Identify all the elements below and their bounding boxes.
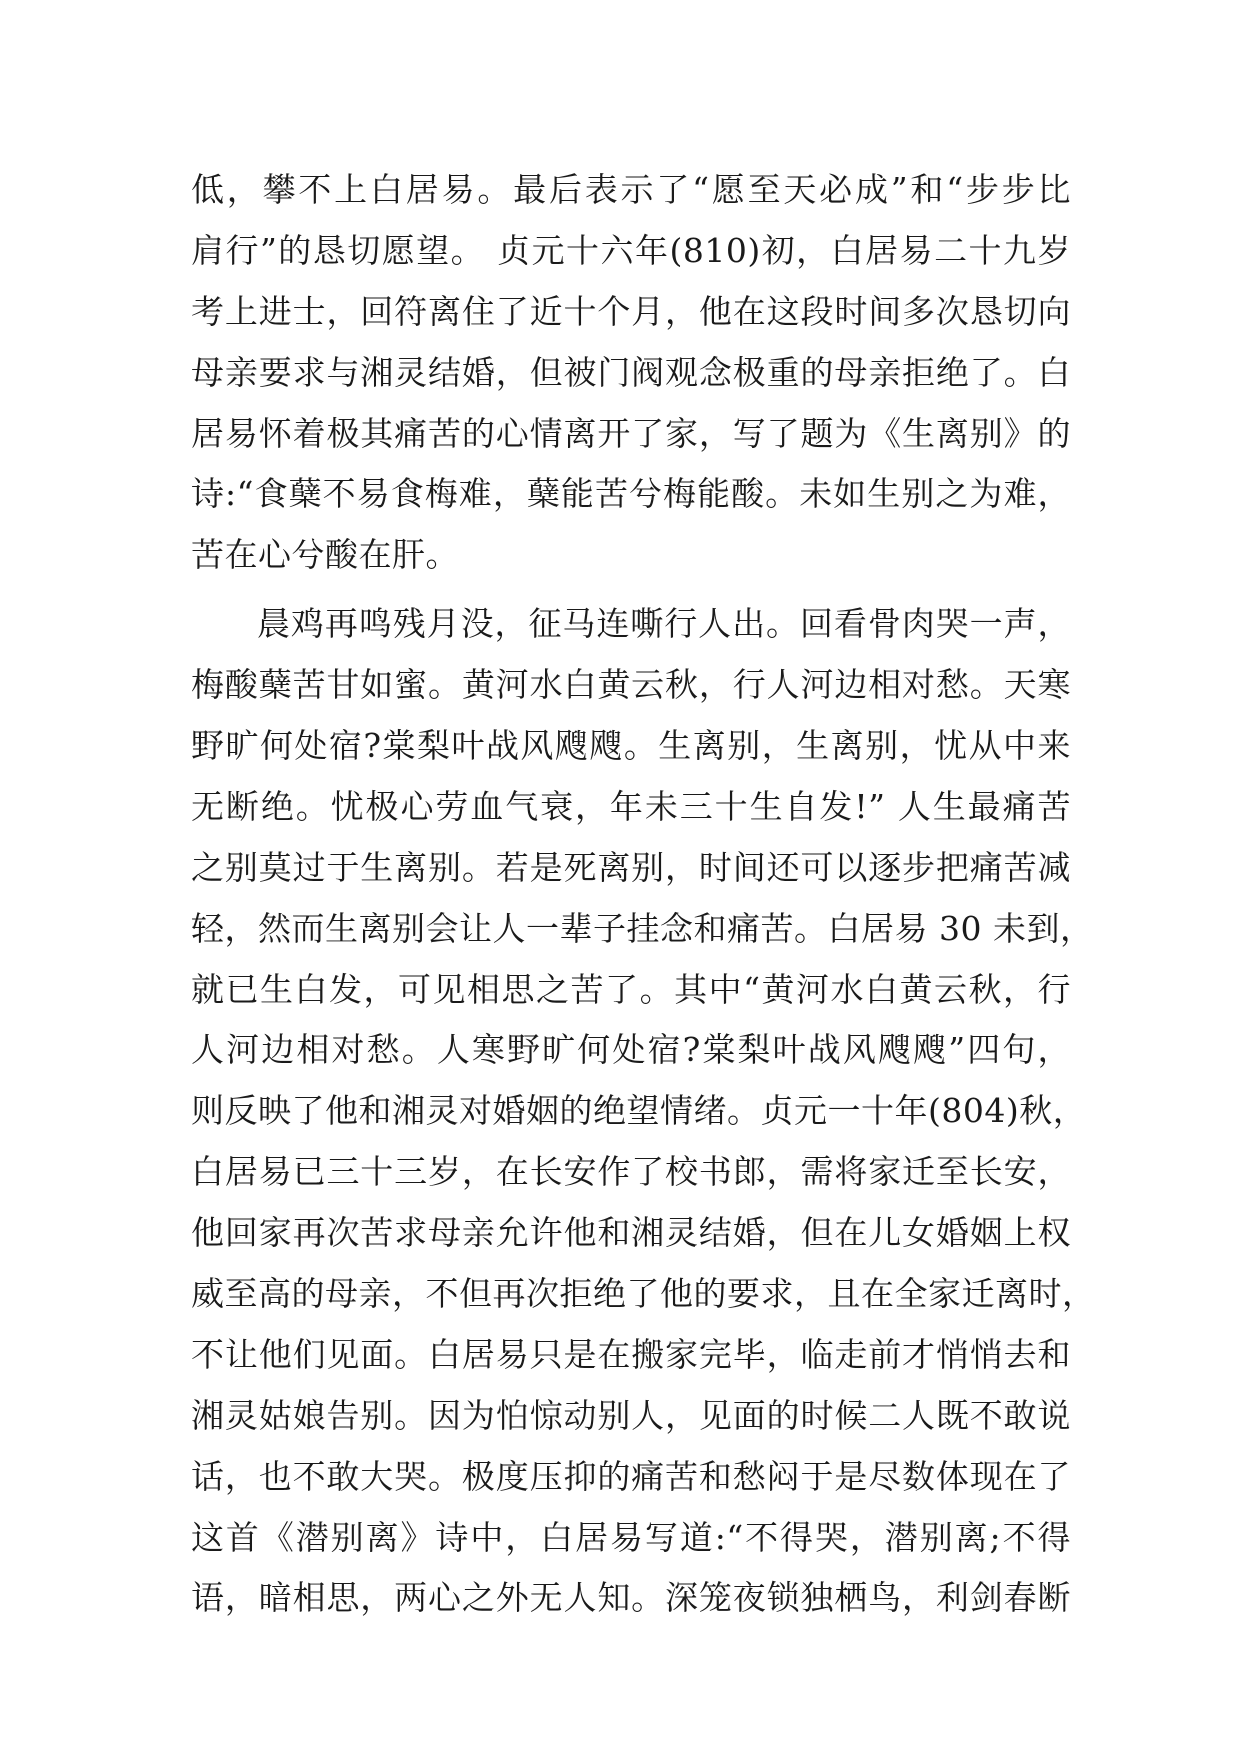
text-line: 梅酸蘖苦甘如蜜。黄河水白黄云秋，行人河边相对愁。天寒 bbox=[191, 665, 1071, 705]
text-line: 晨鸡再鸣残月没，征马连嘶行人出。回看骨肉哭一声， bbox=[257, 604, 1071, 644]
text-line: 不让他们见面。白居易只是在搬家完毕，临走前才悄悄去和 bbox=[191, 1334, 1071, 1374]
text-line: 苦在心兮酸在肝。 bbox=[191, 535, 459, 575]
text-line: 他回家再次苦求母亲允许他和湘灵结婚，但在儿女婚姻上权 bbox=[191, 1213, 1071, 1253]
text-line: 湘灵姑娘告别。因为怕惊动别人，见面的时候二人既不敢说 bbox=[191, 1395, 1071, 1435]
text-line: 居易怀着极其痛苦的心情离开了家，写了题为《生离别》的 bbox=[191, 413, 1071, 453]
text-line: 无断绝。忧极心劳血气衰，年未三十生自发!” 人生最痛苦 bbox=[191, 786, 1071, 826]
text-line: 话，也不敢大哭。极度压抑的痛苦和愁闷于是尽数体现在了 bbox=[191, 1456, 1071, 1496]
text-line: 之别莫过于生离别。若是死离别，时间还可以逐步把痛苦减 bbox=[191, 847, 1071, 887]
text-line: 就已生白发，可见相思之苦了。其中“黄河水白黄云秋，行 bbox=[191, 969, 1071, 1009]
text-line: 低，攀不上白居易。最后表示了“愿至天必成”和“步步比 bbox=[191, 170, 1071, 209]
text-line: 白居易已三十三岁，在长安作了校书郎，需将家迁至长安， bbox=[191, 1152, 1071, 1192]
text-line: 则反映了他和湘灵对婚姻的绝望情绪。贞元一十年(804)秋， bbox=[191, 1091, 1087, 1131]
text-line: 母亲要求与湘灵结婚，但被门阀观念极重的母亲拒绝了。白 bbox=[191, 352, 1071, 392]
text-line: 这首《潜别离》诗中，白居易写道:“不得哭，潜别离;不得 bbox=[191, 1517, 1071, 1557]
text-line: 野旷何处宿?棠梨叶战风飕飕。生离别，生离别，忧从中来 bbox=[191, 726, 1071, 766]
text-line: 肩行”的恳切愿望。 贞元十六年(810)初，白居易二十九岁 bbox=[191, 230, 1071, 270]
text-line: 轻，然而生离别会让人一辈子挂念和痛苦。白居易 30 未到， bbox=[191, 908, 1094, 948]
text-line: 考上进士，回符离住了近十个月，他在这段时间多次恳切向 bbox=[191, 291, 1071, 331]
text-line: 诗:“食蘖不易食梅难，蘖能苦兮梅能酸。未如生别之为难， bbox=[191, 474, 1071, 514]
paragraph-gap bbox=[191, 586, 1071, 594]
text-line: 语，暗相思，两心之外无人知。深笼夜锁独栖鸟，利剑春断 bbox=[191, 1578, 1071, 1618]
text-line: 威至高的母亲，不但再次拒绝了他的要求，且在全家迁离时， bbox=[191, 1274, 1096, 1314]
body-text bbox=[191, 160, 1096, 1629]
text-line: 人河边相对愁。人寒野旷何处宿?棠梨叶战风飕飕”四句， bbox=[191, 1030, 1071, 1070]
